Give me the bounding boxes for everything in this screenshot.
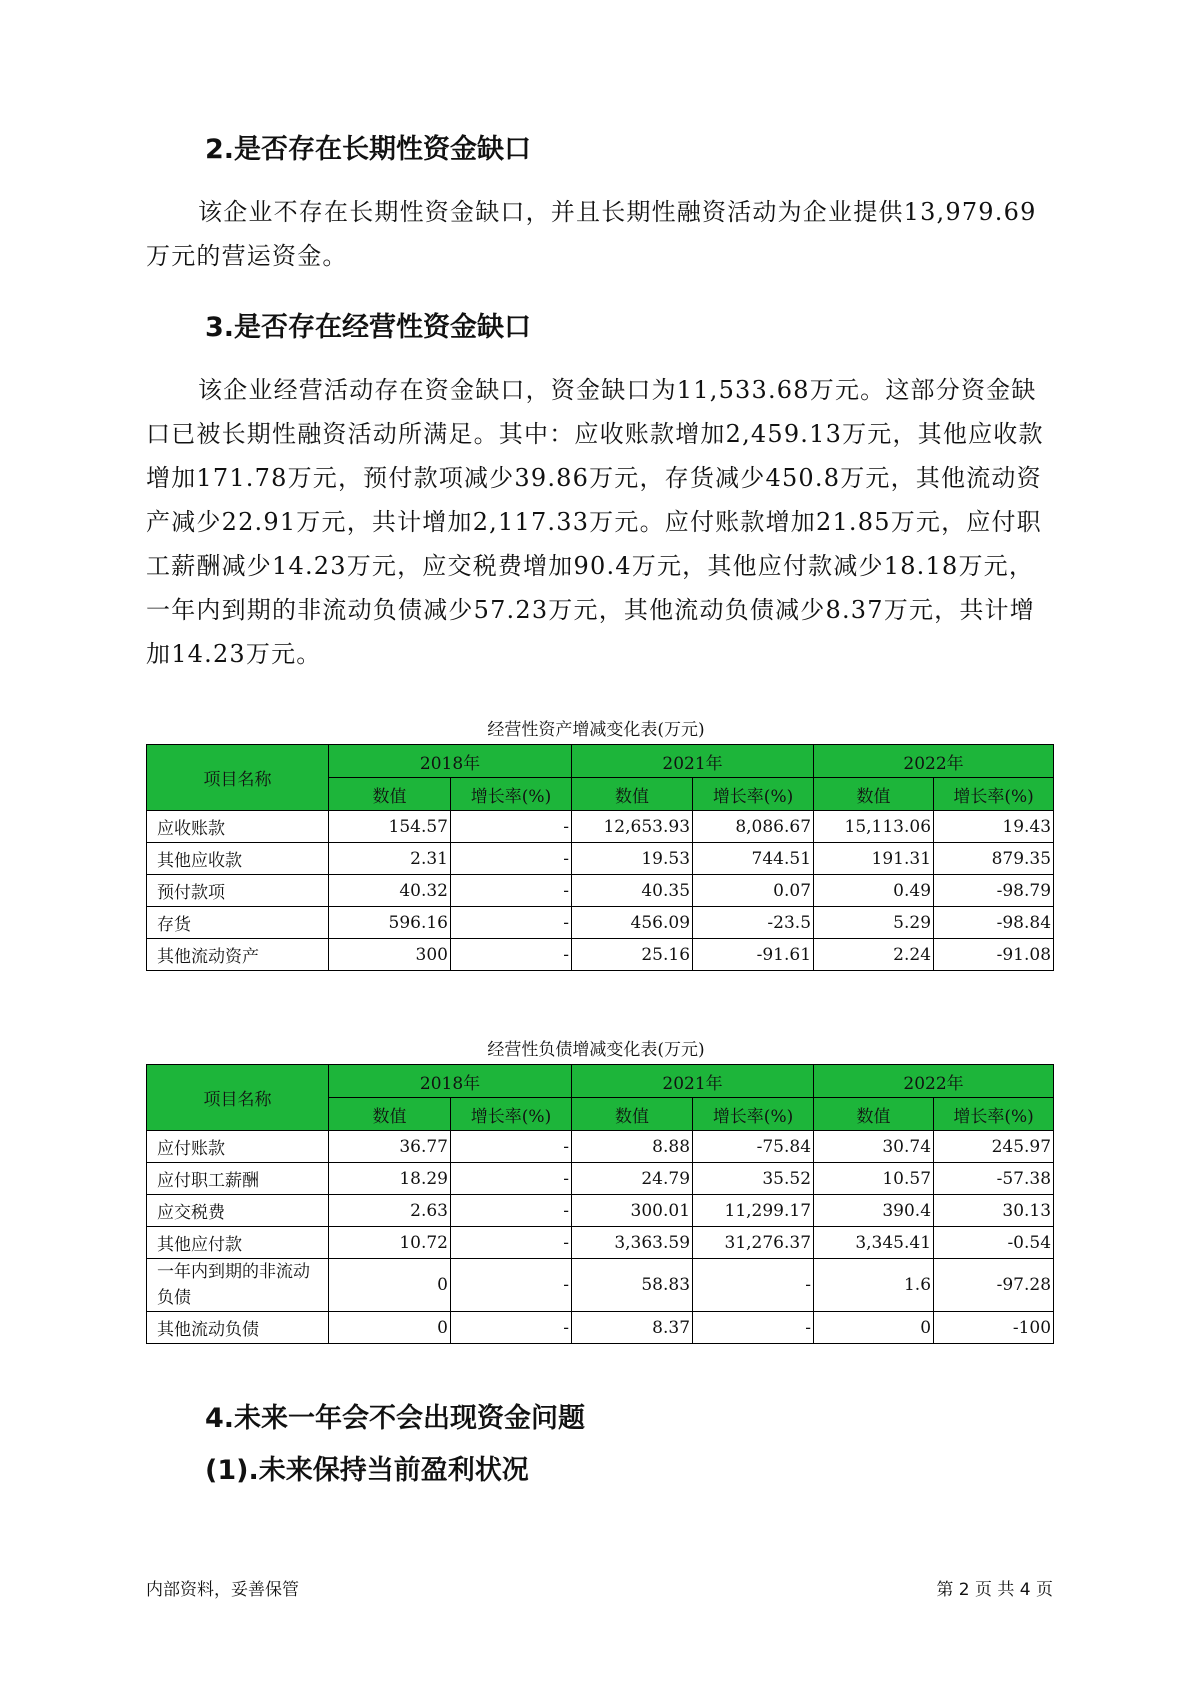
table-row [147, 875, 1054, 907]
cell-value-2021: 58.83 [572, 1259, 693, 1312]
cell-growth-2018: - [451, 1227, 572, 1259]
cell-growth-2021: - [693, 1259, 814, 1312]
row-name: 应付职工薪酬 [147, 1163, 329, 1195]
cell-growth-2022: -98.84 [934, 907, 1054, 939]
cell-value-2018: 18.29 [329, 1163, 451, 1195]
cell-growth-2022: -98.79 [934, 875, 1054, 907]
cell-value-2021: 456.09 [572, 907, 693, 939]
cell-value-2021: 8.88 [572, 1131, 693, 1163]
footer-confidential-note: 内部资料，妥善保管 [146, 1580, 299, 1600]
cell-value-2022: 0 [814, 1312, 934, 1344]
header-year-2022: 2022年 [814, 745, 1054, 778]
section-4-title: 4.未来一年会不会出现资金问题 [205, 1403, 586, 1434]
table-row [147, 1259, 1054, 1312]
header-growth: 增长率(%) [934, 1098, 1054, 1131]
cell-growth-2018: - [451, 1163, 572, 1195]
header-year-2018: 2018年 [329, 745, 572, 778]
cell-value-2022: 2.24 [814, 939, 934, 971]
cell-growth-2018: - [451, 907, 572, 939]
row-name: 存货 [147, 907, 329, 939]
cell-growth-2021: 8,086.67 [693, 811, 814, 843]
header-item-name: 项目名称 [147, 745, 329, 811]
cell-growth-2018: - [451, 875, 572, 907]
cell-value-2022: 1.6 [814, 1259, 934, 1312]
cell-growth-2021: 11,299.17 [693, 1195, 814, 1227]
table-row [147, 939, 1054, 971]
cell-value-2018: 36.77 [329, 1131, 451, 1163]
cell-value-2018: 2.31 [329, 843, 451, 875]
header-growth: 增长率(%) [693, 1098, 814, 1131]
cell-value-2018: 40.32 [329, 875, 451, 907]
row-name: 其他流动负债 [147, 1312, 329, 1344]
section-2-title: 2.是否存在长期性资金缺口 [205, 134, 532, 165]
cell-value-2021: 25.16 [572, 939, 693, 971]
cell-growth-2022: -0.54 [934, 1227, 1054, 1259]
cell-value-2021: 40.35 [572, 875, 693, 907]
cell-value-2018: 2.63 [329, 1195, 451, 1227]
cell-value-2022: 30.74 [814, 1131, 934, 1163]
header-growth: 增长率(%) [693, 778, 814, 811]
liabilities-table [146, 1064, 1054, 1344]
cell-growth-2021: -91.61 [693, 939, 814, 971]
liabilities-table-caption: 经营性负债增减变化表(万元) [487, 1040, 705, 1060]
cell-growth-2018: - [451, 811, 572, 843]
table-row [147, 1163, 1054, 1195]
cell-growth-2022: 879.35 [934, 843, 1054, 875]
cell-value-2021: 3,363.59 [572, 1227, 693, 1259]
section-3-paragraph: 该企业经营活动存在资金缺口，资金缺口为11,533.68万元。这部分资金缺口已被长期性融资活动所满足。其中：应收账款增加2,459.13万元，其他应收款增加171.78万元，预付款项减少39.86万元，存货减少450.8万元，其他流动资产减少22.91万元，共计增加2,117.33万元。应付账款增加21.85万元，应付职工薪酬减少14.23万元，应交税费增加90.4万元，其他应付款减少18.18万元，一年内到期的非流动负债减少57.23万元，其他流动负债减少8.37万元，共计增加14.23万元。 [146, 376, 1044, 668]
cell-value-2021: 24.79 [572, 1163, 693, 1195]
header-growth: 增长率(%) [451, 1098, 572, 1131]
table-row [147, 1195, 1054, 1227]
table-row [147, 907, 1054, 939]
row-name: 应付账款 [147, 1131, 329, 1163]
header-value: 数值 [814, 1098, 934, 1131]
row-name: 其他应付款 [147, 1227, 329, 1259]
header-value: 数值 [572, 778, 693, 811]
cell-value-2018: 0 [329, 1259, 451, 1312]
cell-value-2021: 12,653.93 [572, 811, 693, 843]
cell-growth-2018: - [451, 1259, 572, 1312]
section-2-paragraph: 该企业不存在长期性资金缺口，并且长期性融资活动为企业提供13,979.69万元的营运资金。 [146, 198, 1037, 270]
cell-growth-2022: -91.08 [934, 939, 1054, 971]
cell-growth-2021: -75.84 [693, 1131, 814, 1163]
cell-value-2022: 5.29 [814, 907, 934, 939]
cell-value-2022: 3,345.41 [814, 1227, 934, 1259]
header-year-2022: 2022年 [814, 1065, 1054, 1098]
header-value: 数值 [329, 1098, 451, 1131]
header-value: 数值 [329, 778, 451, 811]
header-value: 数值 [814, 778, 934, 811]
cell-value-2018: 0 [329, 1312, 451, 1344]
table-row [147, 1131, 1054, 1163]
row-name: 一年内到期的非流动负债 [147, 1259, 329, 1312]
cell-value-2018: 300 [329, 939, 451, 971]
cell-value-2018: 596.16 [329, 907, 451, 939]
row-name: 其他流动资产 [147, 939, 329, 971]
cell-growth-2018: - [451, 1131, 572, 1163]
footer-page-number: 第 2 页 共 4 页 [936, 1580, 1053, 1600]
table-row [147, 1227, 1054, 1259]
header-year-2021: 2021年 [572, 745, 814, 778]
cell-growth-2022: -97.28 [934, 1259, 1054, 1312]
header-year-2021: 2021年 [572, 1065, 814, 1098]
cell-growth-2022: 19.43 [934, 811, 1054, 843]
cell-value-2018: 154.57 [329, 811, 451, 843]
cell-value-2022: 0.49 [814, 875, 934, 907]
section-3-title: 3.是否存在经营性资金缺口 [205, 312, 532, 343]
table-row [147, 843, 1054, 875]
row-name: 应交税费 [147, 1195, 329, 1227]
cell-growth-2018: - [451, 843, 572, 875]
cell-growth-2022: 30.13 [934, 1195, 1054, 1227]
cell-value-2021: 300.01 [572, 1195, 693, 1227]
cell-growth-2021: 35.52 [693, 1163, 814, 1195]
header-value: 数值 [572, 1098, 693, 1131]
cell-growth-2022: 245.97 [934, 1131, 1054, 1163]
cell-growth-2021: -23.5 [693, 907, 814, 939]
row-name: 应收账款 [147, 811, 329, 843]
header-year-2018: 2018年 [329, 1065, 572, 1098]
header-growth: 增长率(%) [451, 778, 572, 811]
cell-value-2022: 15,113.06 [814, 811, 934, 843]
header-item-name: 项目名称 [147, 1065, 329, 1131]
section-4-subtitle: (1).未来保持当前盈利状况 [205, 1455, 529, 1486]
header-growth: 增长率(%) [934, 778, 1054, 811]
table-row [147, 811, 1054, 843]
cell-growth-2022: -100 [934, 1312, 1054, 1344]
cell-growth-2022: -57.38 [934, 1163, 1054, 1195]
row-name: 预付款项 [147, 875, 329, 907]
cell-value-2021: 8.37 [572, 1312, 693, 1344]
cell-value-2022: 10.57 [814, 1163, 934, 1195]
cell-growth-2021: 31,276.37 [693, 1227, 814, 1259]
cell-growth-2021: 0.07 [693, 875, 814, 907]
cell-growth-2018: - [451, 939, 572, 971]
table-row [147, 1312, 1054, 1344]
assets-table [146, 744, 1054, 971]
cell-growth-2018: - [451, 1195, 572, 1227]
row-name: 其他应收款 [147, 843, 329, 875]
cell-growth-2021: - [693, 1312, 814, 1344]
cell-growth-2021: 744.51 [693, 843, 814, 875]
cell-value-2018: 10.72 [329, 1227, 451, 1259]
assets-table-caption: 经营性资产增减变化表(万元) [487, 720, 705, 740]
cell-growth-2018: - [451, 1312, 572, 1344]
cell-value-2021: 19.53 [572, 843, 693, 875]
cell-value-2022: 390.4 [814, 1195, 934, 1227]
cell-value-2022: 191.31 [814, 843, 934, 875]
